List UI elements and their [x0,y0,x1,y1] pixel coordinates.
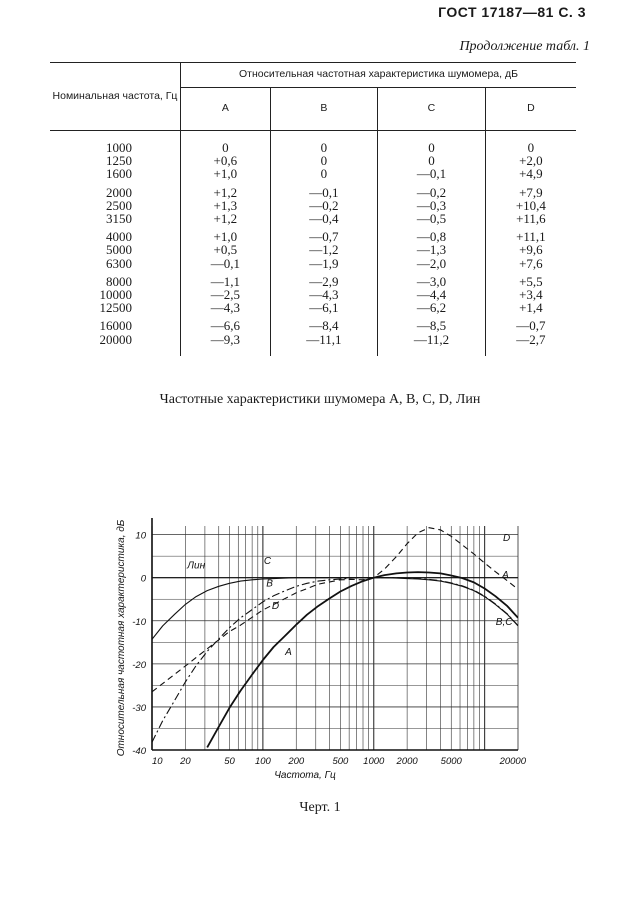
value-cell-a: —4,3 [181,301,271,314]
curve-label: A [502,570,509,582]
value-cell-b: —0,4 [270,212,378,225]
y-axis-title: Относительная частотная характеристика, дБ [116,519,127,757]
value-cell-d: —2,7 [516,331,546,347]
x-tick-label: 50 [224,756,235,767]
x-tick-label: 500 [332,756,349,767]
value-cell-d: —0,7 [516,318,546,334]
table-row [50,181,576,199]
value-cell-c: 0 [378,131,486,155]
curve-label: D [271,601,280,613]
value-cell-a: +0,5 [181,243,271,256]
y-tick-label: 0 [140,573,146,585]
value-cell-a: 0 [181,131,271,155]
value-cell-c: —0,1 [378,167,486,180]
value-cell-a: —2,5 [181,288,271,301]
value-cell-b: —11,1 [270,332,378,355]
value-cell-b: —4,3 [270,288,378,301]
table-row [50,288,576,301]
x-tick-label: 20000 [499,756,526,767]
value-cell-c: —6,2 [378,301,486,314]
value-cell-a: —9,3 [181,332,271,355]
table-row [50,314,576,332]
table-row [50,332,576,355]
value-cell-c: —0,2 [378,181,486,199]
value-cell-c: —0,8 [378,225,486,243]
frequency-cell: 1250 [50,154,181,167]
series-group [152,528,518,748]
value-cell-b: 0 [270,154,378,167]
series-line-d [152,528,518,692]
column-header-d: D [485,88,576,131]
value-cell-a: +1,2 [181,212,271,225]
x-tick-label: 100 [254,756,271,767]
response-group-header: Относительная частотная характеристика шумомера, дБ [181,63,577,88]
value-cell-c: —1,3 [378,243,486,256]
value-cell-d: +1,4 [519,300,543,316]
curve-label: C [263,555,272,567]
y-tick-label: -30 [132,702,146,714]
frequency-cell: 1600 [50,167,181,180]
value-cell-b: —0,7 [270,225,378,243]
value-cell-d: +11,1 [516,229,546,245]
frequency-cell: 8000 [50,270,181,288]
value-cell-d: +2,0 [519,153,543,169]
value-cell-c: —2,0 [378,257,486,270]
value-cell-b: 0 [270,167,378,180]
value-cell-d: +3,4 [519,286,543,302]
value-cell-a: +1,0 [181,225,271,243]
series-line-a [207,572,518,747]
x-tick-label: 2000 [396,756,418,767]
x-tick-label: 1000 [363,756,385,767]
value-cell-a: +1,2 [181,181,271,199]
value-cell-d: +5,5 [519,273,543,289]
table-row [50,270,576,288]
x-tick-label: 20 [180,756,191,767]
curve-label: D [503,533,511,545]
value-cell-a: —6,6 [181,314,271,332]
value-cell-b: —1,2 [270,243,378,256]
value-cell-c: —0,5 [378,212,486,225]
curve-label: A [285,647,292,659]
value-cell-d: +10,4 [515,197,546,213]
value-cell-b: 0 [270,131,378,155]
curve-label: B,C [495,617,513,629]
value-cell-b: —6,1 [270,301,378,314]
table-row [50,167,576,180]
value-cell-a: +0,6 [181,154,271,167]
table-row [50,154,576,167]
grid [152,526,518,750]
document-header: ГОСТ 17187—81 С. 3 [438,4,586,20]
value-cell-c: —8,5 [378,314,486,332]
y-tick-label: -20 [132,659,146,671]
frequency-cell: 2500 [50,199,181,212]
value-cell-a: +1,3 [181,199,271,212]
series-line-b [152,578,518,743]
column-header-b: B [270,88,378,131]
curve-label: Лин [187,560,206,572]
value-cell-d: +11,6 [516,211,546,227]
frequency-cell: 6300 [50,257,181,270]
x-tick-label: 10 [152,756,163,767]
value-cell-c: —4,4 [378,288,486,301]
frequency-cell: 10000 [50,288,181,301]
x-axis-title: Частота, Гц [274,770,336,781]
value-cell-a: +1,0 [181,167,271,180]
value-cell-b: —1,9 [270,257,378,270]
value-cell-d: +7,9 [519,184,543,200]
value-cell-b: —0,1 [270,181,378,199]
value-cell-c: —3,0 [378,270,486,288]
value-cell-c: —0,3 [378,199,486,212]
curve-label: B [266,578,273,590]
y-tick-label: -10 [132,616,146,628]
column-header-a: A [181,88,271,131]
figure-label: Черт. 1 [299,800,341,815]
value-cell-b: —8,4 [270,314,378,332]
frequency-cell: 1000 [50,131,181,155]
value-cell-c: —11,2 [378,332,486,355]
y-tick-label: 10 [135,530,146,542]
frequency-response-table [50,62,576,356]
table-row [50,257,576,270]
frequency-cell: 2000 [50,181,181,199]
frequency-response-chart [110,506,530,786]
value-cell-a: —1,1 [181,270,271,288]
table-row [50,131,576,155]
x-tick-label: 5000 [440,756,462,767]
value-cell-d: 0 [527,140,535,156]
frequency-cell: 3150 [50,212,181,225]
value-cell-b: —0,2 [270,199,378,212]
value-cell-a: —0,1 [181,257,271,270]
value-cell-c: 0 [378,154,486,167]
table-row [50,225,576,243]
series-line-c [152,578,518,640]
table-row [50,301,576,314]
value-cell-d: +7,6 [519,255,543,271]
table-row [50,212,576,225]
table-row [50,243,576,256]
frequency-cell: 20000 [50,332,181,355]
frequency-cell: 16000 [50,314,181,332]
value-cell-d: +9,6 [519,242,543,258]
table-continuation-note: Продолжение табл. 1 [459,39,590,54]
value-cell-b: —2,9 [270,270,378,288]
y-tick-label: -40 [132,746,146,757]
column-header-c: C [378,88,486,131]
frequency-cell: 12500 [50,301,181,314]
value-cell-d: +4,9 [519,166,543,182]
frequency-column-header: Номинальная частота, Гц [50,63,181,131]
chart-caption: Частотные характеристики шумомера А, В, С, D, Лин [159,392,481,407]
table-row [50,199,576,212]
x-tick-label: 200 [288,756,305,767]
frequency-cell: 5000 [50,243,181,256]
frequency-cell: 4000 [50,225,181,243]
